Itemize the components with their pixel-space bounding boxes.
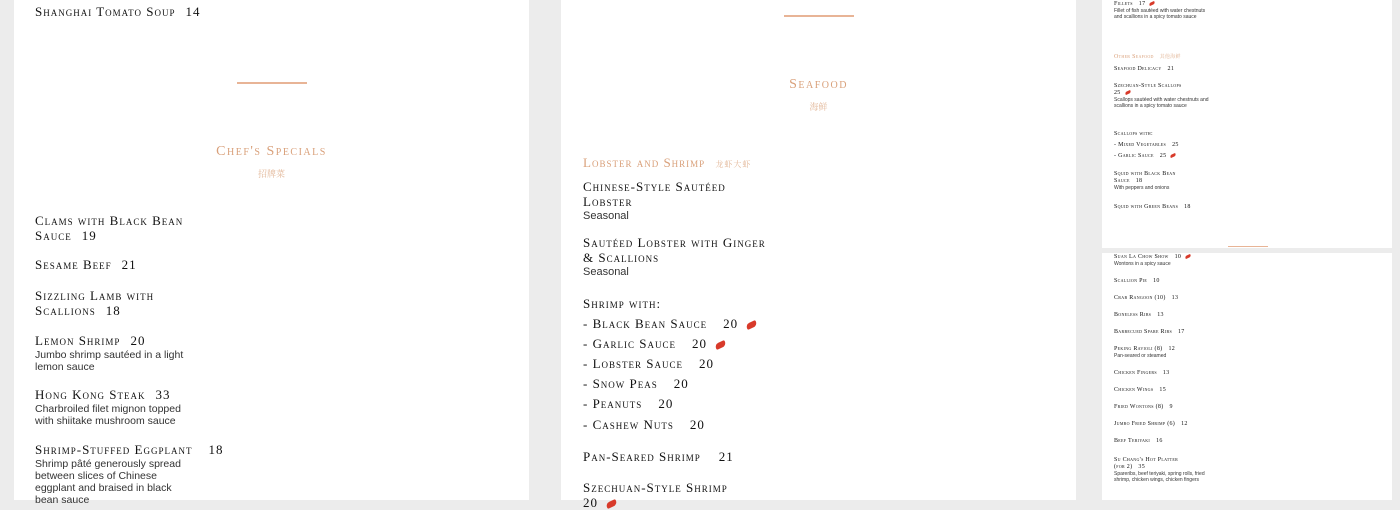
item-price: 21: [718, 449, 734, 464]
item-name: - Garlic Sauce: [1114, 153, 1154, 159]
section-title: Chef's Specials: [216, 144, 327, 159]
scallops-with-heading: Scallops with:: [1114, 131, 1153, 137]
item-description: Wontons in a spicy sauce: [1114, 261, 1171, 267]
item-price: 17: [1177, 329, 1185, 335]
item-price: 13: [1157, 312, 1164, 318]
item-name: - Black Bean Sauce: [583, 316, 708, 331]
menu-item: [583, 356, 714, 371]
item-price: 20: [699, 356, 715, 371]
item-price: 20: [689, 417, 705, 432]
item-price: 12: [1168, 346, 1176, 352]
item-name: Clams with Black Bean: [35, 213, 184, 228]
menu-item: [1114, 278, 1160, 285]
menu-item: [35, 442, 235, 506]
item-name-cont: Sauce: [1114, 178, 1130, 184]
menu-item: [583, 235, 783, 278]
item-price: 21: [1167, 66, 1175, 72]
item-price: 20: [658, 396, 674, 411]
menu-item: [1114, 438, 1163, 445]
chili-pepper-icon: [745, 320, 758, 330]
item-name: - Lobster Sauce: [583, 356, 684, 371]
item-name: Lemon Shrimp: [35, 333, 121, 348]
subsection-subtitle: 其他海鲜: [1159, 55, 1181, 60]
item-name: Pan-Seared Shrimp: [583, 449, 701, 464]
section-divider: [784, 15, 854, 17]
item-price: 25: [1159, 153, 1167, 159]
item-price: 25: [1114, 90, 1121, 96]
menu-item: [35, 387, 185, 427]
menu-item: [1114, 329, 1185, 336]
item-name: Chicken Fingers: [1114, 370, 1157, 376]
item-name: - Garlic Sauce: [583, 336, 676, 351]
item-name: Shrimp-Stuffed Eggplant: [35, 442, 193, 457]
chili-pepper-icon: [1149, 1, 1156, 6]
item-price: 25: [1172, 142, 1179, 148]
chili-pepper-icon: [1124, 90, 1131, 95]
menu-item: [1114, 83, 1214, 109]
item-name: Szechuan-Style Shrimp: [583, 480, 728, 495]
item-price: 20: [723, 316, 739, 331]
menu-item: [583, 316, 757, 331]
item-name: Fried Wontons (8): [1114, 404, 1164, 410]
item-description: Fillet of fish sautéed with water chestnuts and scallions in a spicy tomato sauce: [1114, 8, 1206, 20]
menu-item: [583, 396, 673, 411]
menu-item: [35, 333, 195, 373]
item-description: Seasonal: [583, 210, 629, 222]
item-name: Sautéed Lobster with Ginger: [583, 235, 766, 250]
item-name-cont: (for 2): [1114, 464, 1133, 470]
chili-pepper-icon: [1170, 153, 1177, 158]
item-price: 20: [130, 333, 146, 348]
menu-item: [1114, 370, 1170, 377]
subsection-title-text: Other Seafood: [1114, 54, 1154, 60]
subsection-title: [583, 155, 751, 171]
menu-item: [1114, 421, 1188, 428]
chili-pepper-icon: [605, 499, 618, 509]
menu-item: [583, 449, 734, 464]
menu-page-middle: [561, 0, 1076, 510]
item-price: 17: [1138, 1, 1146, 7]
item-name: Szechuan-Style Scallops: [1114, 83, 1182, 89]
menu-item: [583, 376, 689, 391]
item-description: Pan-seared or steamed: [1114, 353, 1167, 359]
item-name: Boneless Ribs: [1114, 312, 1152, 318]
item-name: Chicken Wings: [1114, 387, 1154, 393]
item-name: Scallion Pie: [1114, 278, 1148, 284]
item-price: 12: [1181, 421, 1188, 427]
menu-item: [1114, 66, 1174, 73]
menu-item: [35, 288, 255, 318]
item-price: 10: [1174, 254, 1182, 260]
menu-item: [1114, 457, 1214, 483]
menu-item: [35, 213, 255, 243]
item-price: 18: [105, 303, 121, 318]
item-name: Crab Rangoon (10): [1114, 295, 1166, 301]
subsection-title-text: Lobster and Shrimp: [583, 155, 706, 170]
menu-item: [1114, 295, 1178, 302]
item-name: Shanghai Tomato Soup: [35, 4, 176, 19]
menu-item: [1114, 312, 1164, 319]
menu-item: [583, 480, 728, 510]
item-name-cont: Sauce: [35, 228, 72, 243]
item-price: 13: [1171, 295, 1179, 301]
item-name: Suan La Chow Show: [1114, 254, 1169, 260]
subsection-title: [1114, 53, 1181, 60]
section-subtitle: 海鲜: [809, 102, 828, 112]
item-price: 18: [208, 442, 224, 457]
menu-item: [1114, 404, 1173, 411]
item-price: 14: [185, 4, 201, 19]
menu-page-left: [14, 0, 529, 506]
section-divider: [237, 82, 307, 84]
item-name: Sesame Beef: [35, 257, 112, 272]
item-name: - Snow Peas: [583, 376, 658, 391]
menu-item: [1114, 254, 1234, 267]
item-name: Jumbo Fried Shrimp (6): [1114, 421, 1176, 427]
chili-pepper-icon: [1185, 254, 1192, 259]
menu-page-right-top: [1102, 0, 1392, 248]
section-title: Seafood: [789, 77, 848, 92]
item-price: 20: [583, 495, 598, 510]
item-price: 18: [1135, 178, 1143, 184]
item-name: Peking Ravioli (8): [1114, 346, 1163, 352]
menu-item: [1114, 153, 1176, 160]
item-price: 15: [1159, 387, 1167, 393]
shrimp-with-heading: Shrimp with:: [583, 296, 662, 311]
item-name: Squid with Black Bean: [1114, 171, 1176, 177]
item-name: Chinese-Style Sautéed: [583, 179, 726, 194]
subsection-subtitle: 龙虾大虾: [715, 160, 752, 169]
item-name-cont: & Scallions: [583, 250, 660, 265]
item-description: Scallops sautéed with water chestnuts and scallions in a spicy tomato sauce: [1114, 97, 1209, 109]
item-name: - Cashew Nuts: [583, 417, 674, 432]
item-description: Shrimp pâté generously spread between slices of Chinese eggplant and braised in black bean sauce: [35, 458, 181, 506]
item-description: Seasonal: [583, 266, 629, 278]
menu-item: [1114, 142, 1179, 149]
menu-item: [1114, 1, 1214, 20]
item-description: With peppers and onions: [1114, 185, 1170, 191]
menu-item: [1114, 204, 1191, 211]
menu-item: [583, 417, 705, 432]
menu-item: [1114, 171, 1214, 191]
item-name: - Peanuts: [583, 396, 643, 411]
item-price: 19: [81, 228, 97, 243]
item-name-cont: Scallions: [35, 303, 96, 318]
item-price: 18: [1184, 204, 1191, 210]
item-price: 35: [1138, 464, 1145, 470]
menu-page-right-bottom: [1102, 253, 1392, 500]
item-price: 13: [1162, 370, 1170, 376]
section-subtitle: 招牌菜: [257, 169, 285, 179]
item-name: Seafood Delicacy: [1114, 66, 1162, 72]
chili-pepper-icon: [714, 340, 727, 350]
menu-item: [583, 336, 726, 351]
item-price: 20: [673, 376, 689, 391]
menu-item: [583, 179, 783, 222]
item-name: Hong Kong Steak: [35, 387, 146, 402]
item-name: Squid with Green Beans: [1114, 204, 1179, 210]
item-price: 16: [1156, 438, 1163, 444]
item-price: 33: [155, 387, 171, 402]
item-price: 10: [1153, 278, 1160, 284]
item-price: 21: [121, 257, 137, 272]
item-name: Sizzling Lamb with: [35, 288, 155, 303]
item-description: Charbroiled filet mignon topped with shiitake mushroom sauce: [35, 403, 181, 427]
item-description: Spareribs, beef teriyaki, spring rolls, fried shrimp, chicken wings, chicken fingers: [1114, 471, 1205, 483]
item-price: 20: [691, 336, 707, 351]
section-divider: [1228, 246, 1268, 247]
item-name: Barbecued Spare Ribs: [1114, 329, 1172, 335]
menu-item: [1114, 387, 1166, 394]
menu-item: [1114, 346, 1234, 359]
item-name: Su Chang's Hot Platter: [1114, 457, 1179, 463]
item-price: 9: [1169, 404, 1173, 410]
item-description: Jumbo shrimp sautéed in a light lemon sauce: [35, 349, 184, 373]
item-name: Fillets: [1114, 1, 1133, 7]
item-name-cont: Lobster: [583, 194, 633, 209]
menu-item: [35, 4, 201, 19]
item-name: - Mixed Vegetables: [1114, 142, 1167, 148]
menu-item: [35, 257, 137, 272]
item-name: Beef Teriyaki: [1114, 438, 1151, 444]
